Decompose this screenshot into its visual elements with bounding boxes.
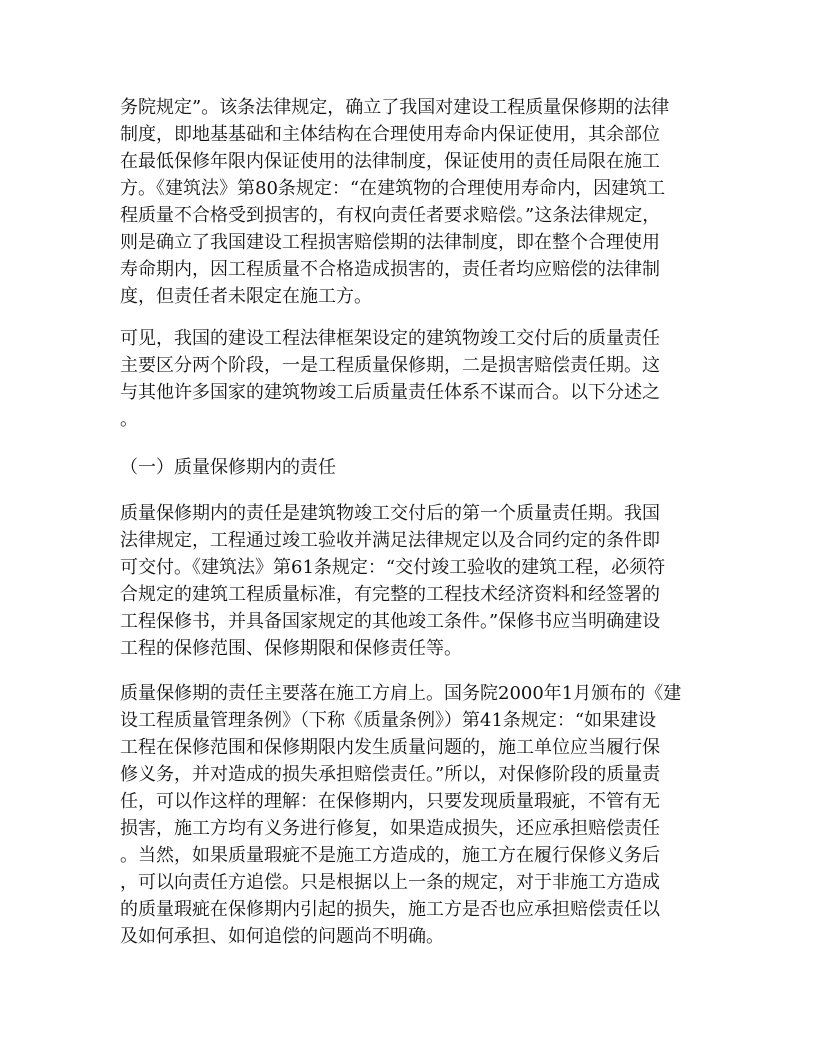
text-line: 法律规定，工程通过竣工验收并满足法律规定以及合同约定的条件即 <box>120 530 660 551</box>
text-line: 。当然，如果质量瑕疵不是施工方造成的，施工方在履行保修义务后 <box>120 845 660 866</box>
text-line: 务院规定”。该条法律规定，确立了我国对建设工程质量保修期的法律 <box>120 97 670 118</box>
text-line: 工程保修书，并具备国家规定的其他竣工条件。”保修书应当明确建设 <box>120 611 661 632</box>
text-line: 合规定的建筑工程质量标准，有完整的工程技术经济资料和经签署的 <box>120 584 660 605</box>
text-line: 工程的保修范围、保修期限和保修责任等。 <box>120 638 462 659</box>
text-line: 设工程质量管理条例》（下称《质量条例》）第41条规定：“如果建设 <box>120 710 657 731</box>
paragraph-legal-framework <box>120 94 700 310</box>
text-line: 工程在保修范围和保修期限内发生质量问题的，施工单位应当履行保 <box>120 737 660 758</box>
text-line: 程质量不合格受到损害的，有权向责任者要求赔偿。”这条法律规定， <box>120 205 661 226</box>
text-line: 的质量瑕疵在保修期内引起的损失，施工方是否也应承担赔偿责任以 <box>120 899 660 920</box>
text-line: 可见，我国的建设工程法律框架设定的建筑物竣工交付后的质量责任 <box>120 328 660 349</box>
text-line: 与其他许多国家的建筑物竣工后质量责任体系不谋而合。以下分述之 <box>120 382 660 403</box>
text-line: 寿命期内，因工程质量不合格造成损害的，责任者均应赔偿的法律制 <box>120 259 660 280</box>
paragraph-contractor-liability <box>120 680 700 950</box>
text-line: ，可以向责任方追偿。只是根据以上一条的规定，对于非施工方造成 <box>120 872 660 893</box>
section-heading-text: （一）质量保修期内的责任 <box>120 457 336 478</box>
text-line: 质量保修期的责任主要落在施工方肩上。国务院2000年1月颁布的《建 <box>120 683 682 704</box>
text-line: 则是确立了我国建设工程损害赔偿期的法律制度，即在整个合理使用 <box>120 232 660 253</box>
text-line: 修义务，并对造成的损失承担赔偿责任。”所以，对保修阶段的质量责 <box>120 764 661 785</box>
text-line: 方。《建筑法》第80条规定：“在建筑物的合理使用寿命内，因建筑工 <box>120 178 666 199</box>
text-line: 制度，即地基基础和主体结构在合理使用寿命内保证使用，其余部位 <box>120 124 660 145</box>
text-line: 度，但责任者未限定在施工方。 <box>120 286 372 307</box>
text-line: 损害，施工方均有义务进行修复，如果造成损失，还应承担赔偿责任 <box>120 818 660 839</box>
text-line: 可交付。《建筑法》第61条规定：“交付竣工验收的建筑工程，必须符 <box>120 557 666 578</box>
paragraph-warranty-period <box>120 500 700 662</box>
text-line: 在最低保修年限内保证使用的法律制度，保证使用的责任局限在施工 <box>120 151 660 172</box>
text-line: 。 <box>120 409 138 430</box>
text-line: 任，可以作这样的理解：在保修期内，只要发现质量瑕疵，不管有无 <box>120 791 660 812</box>
text-line: 质量保修期内的责任是建筑物竣工交付后的第一个质量责任期。我国 <box>120 503 660 524</box>
section-heading <box>120 454 700 481</box>
text-line: 及如何承担、如何追偿的问题尚不明确。 <box>120 926 444 947</box>
paragraph-two-stages <box>120 325 700 433</box>
text-line: 主要区分两个阶段，一是工程质量保修期，二是损害赔偿责任期。这 <box>120 355 660 376</box>
